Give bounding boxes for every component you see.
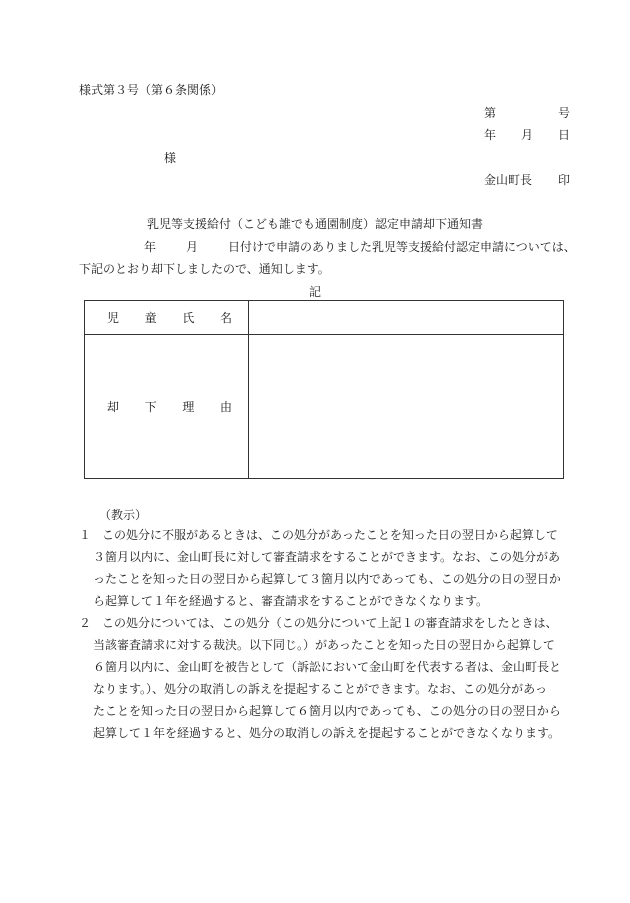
lead-line-2: 下記のとおり却下しましたので、通知します。 (79, 262, 330, 276)
instruction-line: たことを知った日の翌日から起算して６箇月以内であっても、この処分の日の翌日から (93, 704, 561, 718)
instructions-heading: （教示） (99, 508, 148, 522)
instruction-line: ったことを知った日の翌日から起算して３箇月以内であっても、この処分の日の翌日か (93, 572, 561, 586)
rejection-reason-field[interactable] (249, 335, 564, 479)
rejection-reason-row (85, 335, 564, 479)
instruction-item-1 (79, 524, 579, 612)
number-prefix: 第 (484, 106, 497, 120)
addressee-honorific: 様 (164, 151, 177, 165)
child-name-field[interactable] (249, 301, 564, 335)
instruction-line: 起算して１年を経過すると、処分の取消しの訴えを提起することができなくなります。 (93, 726, 561, 740)
lead-month: 月 (186, 240, 199, 254)
number-suffix: 号 (557, 106, 570, 120)
sender (484, 173, 570, 187)
lead-line-1 (144, 240, 576, 254)
sender-title: 金山町長 (484, 173, 533, 187)
seal-mark: 印 (557, 173, 570, 187)
instruction-line: ３箇月以内に、金山町長に対して審査請求をすることができます。なお、この処分があ (93, 550, 561, 564)
issue-date (484, 128, 570, 142)
date-month: 月 (520, 128, 533, 142)
document-title: 乳児等支援給付（こども誰でも通園制度）認定申請却下通知書 (146, 217, 483, 231)
child-name-row (85, 301, 564, 335)
instruction-line: ら起算して１年を経過すると、審査請求をすることができなくなります。 (93, 594, 489, 608)
date-day: 日 (557, 128, 570, 142)
instruction-item-2 (79, 612, 579, 744)
rejection-reason-label: 却 下 理 由 (85, 335, 249, 479)
instruction-line: ６箇月以内に、金山町を被告として（訴訟において金山町を代表する者は、金山町長と (93, 660, 562, 674)
ki-heading: 記 (308, 285, 321, 299)
form-number: 様式第３号（第６条関係） (79, 83, 224, 97)
instruction-number: ２ (79, 616, 92, 630)
date-year: 年 (484, 128, 497, 142)
document-number (484, 106, 570, 120)
child-name-label: 児 童 氏 名 (85, 301, 249, 335)
lead-year: 年 (144, 240, 157, 254)
notice-table (84, 300, 564, 479)
instruction-line: なります。）、処分の取消しの訴えを提起することができます。なお、この処分があっ (93, 682, 547, 696)
lead-rest: 日付けで申請のありました乳児等支援給付認定申請については、 (228, 240, 576, 254)
instruction-number: １ (79, 528, 92, 542)
instruction-line: この処分については、この処分（この処分について上記１の審査請求をしたときは、 (102, 616, 558, 630)
instruction-line: この処分に不服があるときは、この処分があったことを知った日の翌日から起算して (102, 528, 558, 542)
instruction-line: 当該審査請求に対する裁決。以下同じ。）があったことを知った日の翌日から起算して (93, 638, 555, 652)
